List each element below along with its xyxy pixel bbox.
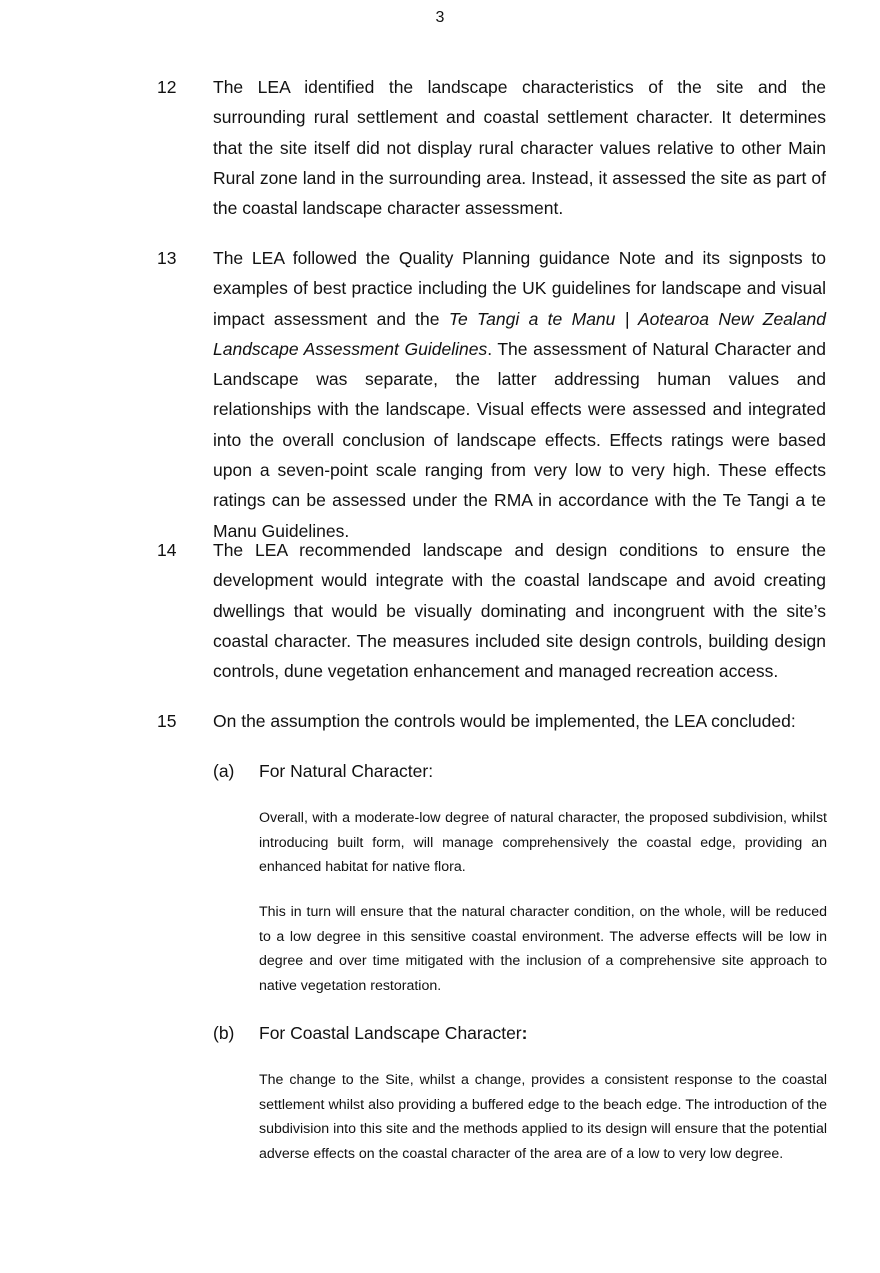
paragraph-number: 12	[157, 77, 177, 97]
paragraph-number: 13	[157, 248, 177, 268]
paragraph-text-part: The LEA followed the Quality Planning guidance Note and its signposts to examples of best practice including the UK guidelines for landscape and visual impact assessment and the	[213, 248, 826, 329]
subitem-heading-text: For Coastal Landscape Character	[259, 1023, 522, 1043]
paragraph-text	[213, 243, 826, 546]
paragraph-12	[157, 72, 827, 223]
page-number: 3	[435, 9, 445, 26]
paragraph-text: On the assumption the controls would be implemented, the LEA concluded:	[213, 711, 796, 731]
subitem-heading-colon: :	[521, 1023, 528, 1043]
paragraph-15	[157, 706, 827, 736]
quote-block: This in turn will ensure that the natural character condition, on the whole, will be reduced to a low degree in this sensitive coastal environment. The adverse effects will be low in degree and over time mitigated with the inclusion of a comprehensive site approach to native vegetation restoration.	[259, 904, 827, 994]
subitem-a	[213, 759, 827, 783]
paragraph-number: 14	[157, 540, 177, 560]
guidelines-title: Te Tangi a te Manu | Aotearoa New Zealand Landscape Assessment Guidelines	[213, 308, 826, 359]
paragraph-text: The LEA recommended landscape and design conditions to ensure the development would integrate with the coastal landscape and avoid creating dwellings that would be visually dominating and incongruent with the site’s coastal character. The measures included site design controls, building design controls, dune vegetation enhancement and managed recreation access.	[213, 540, 826, 682]
subitem-label: (a)	[213, 761, 235, 781]
paragraph-text: The LEA identified the landscape characteristics of the site and the surrounding rural settlement and coastal settlement character. It determines that the site itself did not display rural character values relative to other Main Rural zone land in the surrounding area. Instead, it assessed the site as part of the coastal landscape character assessment.	[213, 77, 826, 219]
paragraph-13	[157, 243, 827, 546]
paragraph-number: 15	[157, 711, 177, 731]
subitem-heading: For Natural Character:	[259, 761, 434, 781]
quote-block: The change to the Site, whilst a change, provides a consistent response to the coastal settlement whilst also providing a buffered edge to the beach edge. The introduction of the subdivision into this site and the methods applied to its design will ensure that the potential adverse effects on the coastal character of the area are of a low to very low degree.	[259, 1072, 827, 1162]
subitem-b	[213, 1021, 827, 1045]
subitem-heading	[259, 1021, 827, 1045]
paragraph-text-part: . The assessment of Natural Character and Landscape was separate, the latter addressing human values and relationships with the landscape. Visual effects were assessed and integrated into the overall conclusion of landscape effects. Effects ratings were based upon a seven-point scale ranging from very low to very high. These effects ratings can be assessed under the RMA in accordance with the Te Tangi a te Manu Guidelines.	[213, 338, 826, 541]
subitem-label: (b)	[213, 1023, 235, 1043]
paragraph-14	[157, 535, 827, 686]
quote-block: Overall, with a moderate-low degree of natural character, the proposed subdivision, whilst introducing built form, will manage comprehensively the coastal edge, providing an enhanced habitat for native flora.	[259, 810, 827, 876]
